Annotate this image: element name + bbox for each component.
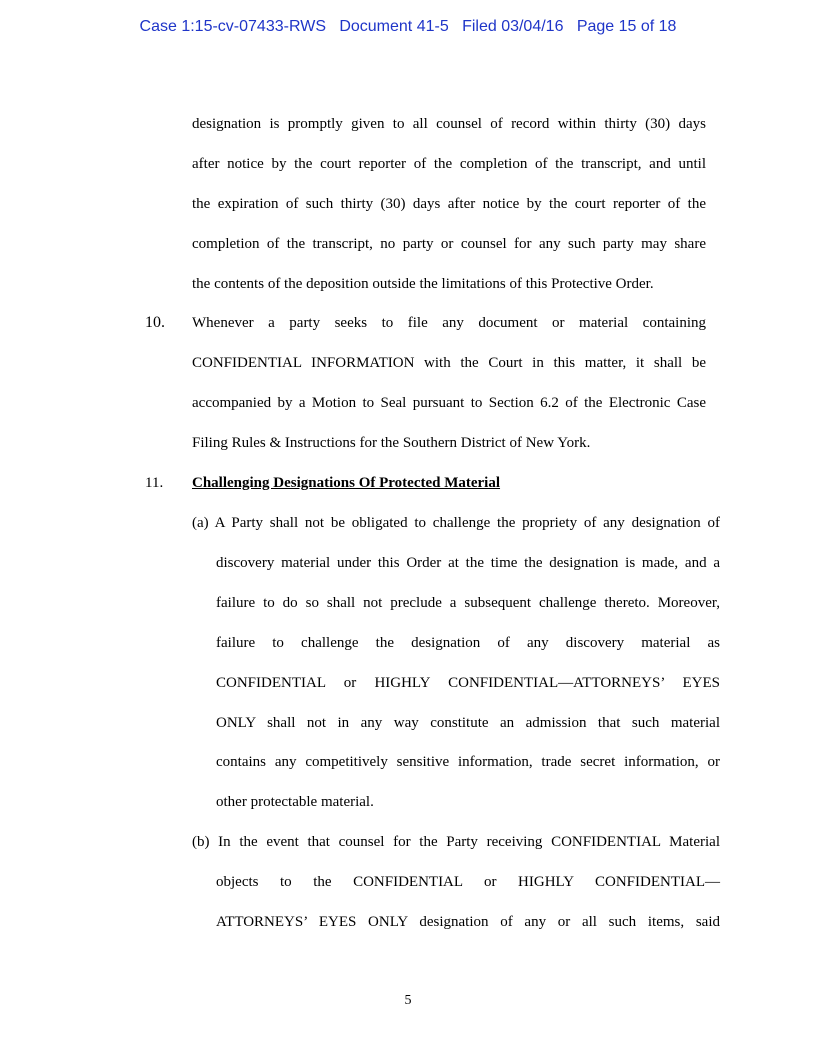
subparagraph-a-line: other protectable material. (216, 794, 374, 810)
subparagraph-a-line: ONLY shall not in any way constitute an admission that such material (216, 715, 720, 731)
body-line: after notice by the court reporter of the completion of the transcript, and until (192, 156, 706, 172)
body-line: the expiration of such thirty (30) days after notice by the court reporter of the (192, 196, 706, 212)
subparagraph-a-line: discovery material under this Order at the time the designation is made, and a (216, 555, 720, 571)
body-line: completion of the transcript, no party or counsel for any such party may share (192, 236, 706, 252)
paragraph-number: 11. (145, 475, 164, 491)
subparagraph-b-line: ATTORNEYS’ EYES ONLY designation of any or all such items, said (216, 914, 720, 930)
header-document-number: Document 41-5 (339, 18, 449, 35)
subparagraph-a-line: (a) A Party shall not be obligated to challenge the propriety of any designation of (192, 515, 720, 531)
subparagraph-a-line: contains any competitively sensitive information, trade secret information, or (216, 754, 720, 770)
section-heading: Challenging Designations Of Protected Material (192, 475, 501, 491)
paragraph-10-line: accompanied by a Motion to Seal pursuant to Section 6.2 of the Electronic Case (192, 395, 706, 411)
subparagraph-b-line: (b) In the event that counsel for the Party receiving CONFIDENTIAL Material (192, 834, 720, 850)
body-line: designation is promptly given to all counsel of record within thirty (30) days (192, 116, 706, 132)
subparagraph-a-line: failure to challenge the designation of any discovery material as (216, 635, 720, 651)
paragraph-10-line: Filing Rules & Instructions for the Southern District of New York. (192, 435, 591, 451)
paragraph-number: 10. (145, 314, 165, 331)
body-line: the contents of the deposition outside the limitations of this Protective Order. (192, 276, 654, 292)
paragraph-10-line: CONFIDENTIAL INFORMATION with the Court in this matter, it shall be (192, 355, 706, 371)
header-case-number: Case 1:15-cv-07433-RWS (139, 18, 326, 35)
paragraph-10-line: Whenever a party seeks to file any document or material containing (192, 315, 706, 331)
subparagraph-a-line: failure to do so shall not preclude a subsequent challenge thereto. Moreover, (216, 595, 720, 611)
subparagraph-b-line: objects to the CONFIDENTIAL or HIGHLY CONFIDENTIAL— (216, 874, 720, 890)
header-filed-date: Filed 03/04/16 (462, 18, 564, 35)
subparagraph-a-line: CONFIDENTIAL or HIGHLY CONFIDENTIAL—ATTORNEYS’ EYES (216, 675, 720, 691)
header-page-count: Page 15 of 18 (576, 18, 677, 35)
ecf-header (0, 17, 816, 37)
page-number: 5 (404, 993, 412, 1008)
